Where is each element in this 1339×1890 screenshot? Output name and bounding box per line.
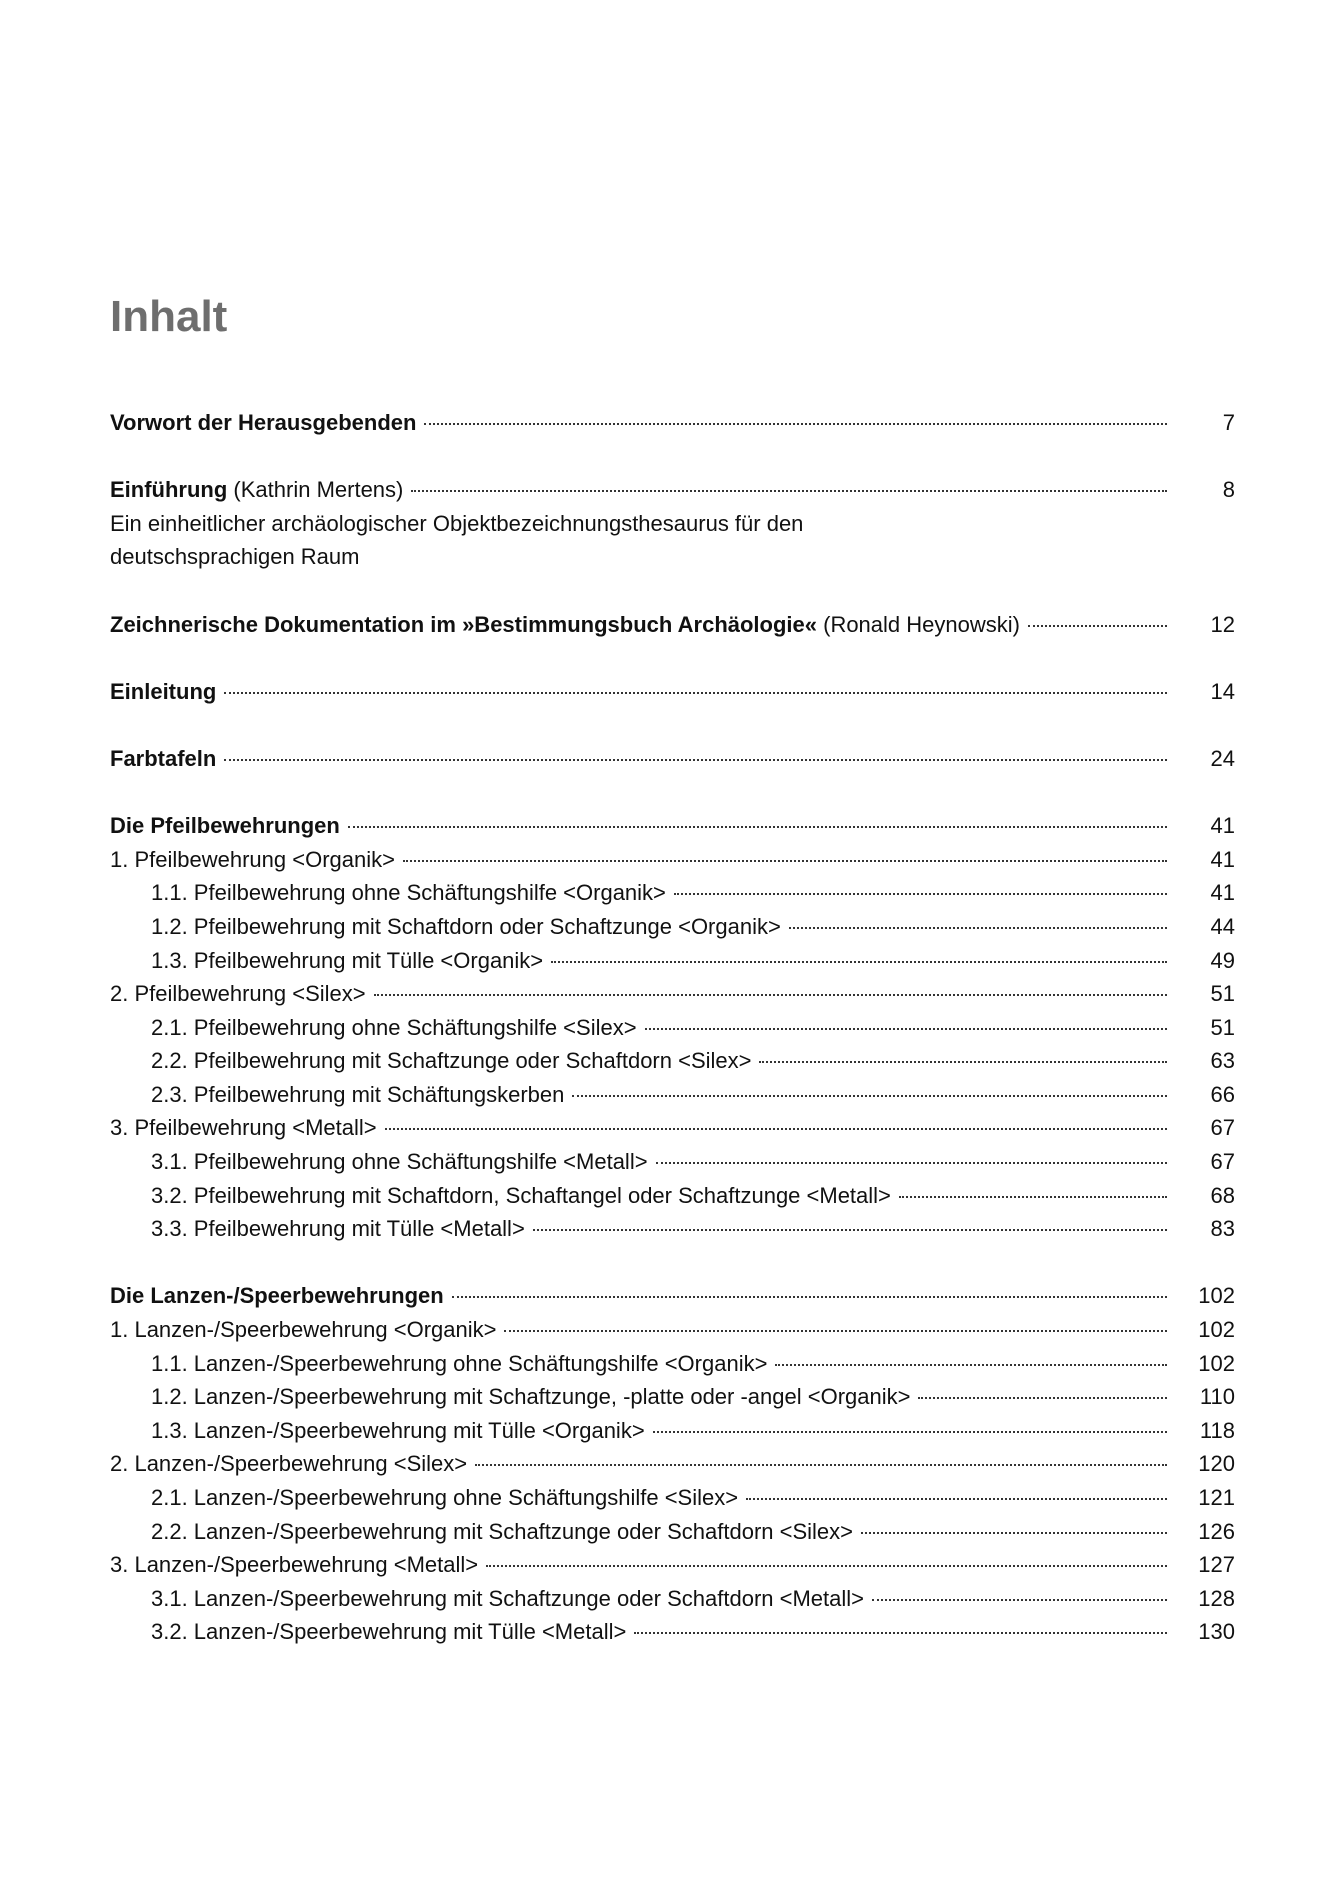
dot-leader (411, 490, 1167, 492)
toc-page-number: 24 (1210, 745, 1235, 771)
toc-entry-title: 3.1. Pfeilbewehrung ohne Schäftungshilfe <Metall> (151, 1149, 648, 1175)
toc-entry-title: 2. Pfeilbewehrung <Silex> (110, 981, 366, 1007)
toc-entry[interactable] (110, 1115, 1235, 1149)
toc-entry-title: Farbtafeln (110, 745, 217, 771)
toc-entry-title: 3.3. Pfeilbewehrung mit Tülle <Metall> (151, 1216, 525, 1242)
dot-leader (348, 826, 1167, 828)
dot-leader (653, 1431, 1167, 1433)
dot-leader (224, 759, 1167, 761)
toc-entry[interactable] (110, 1384, 1235, 1418)
toc-page-number: 118 (1199, 1417, 1235, 1443)
dot-leader (424, 423, 1167, 425)
toc-entry-einleitung[interactable] (110, 679, 1235, 713)
dot-leader (634, 1632, 1167, 1634)
toc-page-number: 83 (1210, 1216, 1235, 1242)
toc-page-number: 68 (1210, 1182, 1235, 1208)
toc-entry-title: 1.1. Lanzen-/Speerbewehrung ohne Schäftungshilfe <Organik> (151, 1350, 768, 1376)
toc-page-number: 126 (1198, 1518, 1235, 1544)
toc-page-number: 51 (1210, 1014, 1235, 1040)
dot-leader (656, 1162, 1167, 1164)
toc-entry-title: 2.2. Lanzen-/Speerbewehrung mit Schaftzunge oder Schaftdorn <Silex> (151, 1518, 854, 1544)
toc-page-number: 44 (1210, 913, 1235, 939)
toc-entry-title: 2.1. Lanzen-/Speerbewehrung ohne Schäftungshilfe <Silex> (151, 1485, 739, 1510)
toc-entry[interactable] (110, 1216, 1235, 1250)
toc-page-number: 102 (1198, 1350, 1235, 1376)
dot-leader (374, 994, 1167, 996)
toc-entry[interactable] (110, 914, 1235, 948)
dot-leader (504, 1330, 1167, 1332)
toc-page-number: 41 (1210, 813, 1235, 839)
toc-entry[interactable] (110, 1048, 1235, 1082)
toc-page-number: 14 (1210, 678, 1235, 704)
toc-entry-title: Vorwort der Herausgebenden (110, 410, 417, 435)
dot-leader (789, 927, 1167, 929)
toc-entry-vorwort[interactable] (110, 410, 1235, 444)
toc-page-number: 63 (1210, 1048, 1235, 1074)
toc-page-number: 120 (1198, 1451, 1235, 1477)
toc-page-number: 8 (1222, 477, 1235, 503)
toc-entry-title: 1.1. Pfeilbewehrung ohne Schäftungshilfe <Organik> (151, 880, 666, 906)
toc-page-number: 7 (1222, 410, 1235, 435)
dot-leader (452, 1296, 1167, 1298)
dot-leader (872, 1599, 1167, 1601)
table-of-contents (110, 410, 1235, 1653)
toc-page-number: 102 (1198, 1283, 1235, 1309)
toc-entry[interactable] (110, 847, 1235, 881)
toc-entry-title: 1.3. Lanzen-/Speerbewehrung mit Tülle <Organik> (151, 1417, 645, 1443)
toc-entry[interactable] (110, 1519, 1235, 1553)
toc-entry-title: 1.3. Pfeilbewehrung mit Tülle <Organik> (151, 947, 544, 973)
toc-entry[interactable] (110, 1015, 1235, 1049)
dot-leader (645, 1028, 1167, 1030)
toc-entry-pfeilbewehrungen[interactable] (110, 813, 1235, 847)
toc-entry[interactable] (110, 948, 1235, 982)
toc-entry[interactable] (110, 1418, 1235, 1452)
dot-leader (403, 860, 1167, 862)
dot-leader (486, 1565, 1167, 1567)
toc-entry[interactable] (110, 1149, 1235, 1183)
toc-page-number: 102 (1198, 1317, 1235, 1343)
dot-leader (1028, 625, 1167, 627)
toc-page-number: 121 (1198, 1485, 1235, 1510)
dot-leader (674, 893, 1167, 895)
toc-entry-title: 2.3. Pfeilbewehrung mit Schäftungskerben (151, 1081, 565, 1107)
toc-entry-title: 1.2. Lanzen-/Speerbewehrung mit Schaftzunge, -platte oder -angel <Organik> (151, 1384, 911, 1410)
toc-entry-title: Die Pfeilbewehrungen (110, 813, 340, 839)
dot-leader (572, 1095, 1167, 1097)
toc-entry-title: Zeichnerische Dokumentation im »Bestimmungsbuch Archäologie« (Ronald Heynowski) (110, 611, 1020, 637)
toc-page-number: 67 (1210, 1115, 1235, 1141)
toc-entry-title: 3. Lanzen-/Speerbewehrung <Metall> (110, 1552, 479, 1578)
dot-leader (759, 1061, 1167, 1063)
dot-leader (385, 1128, 1167, 1130)
toc-page-number: 51 (1210, 981, 1235, 1007)
dot-leader (775, 1364, 1167, 1366)
toc-page-number: 41 (1210, 846, 1235, 872)
toc-page-number: 110 (1199, 1384, 1235, 1410)
toc-page-number: 130 (1198, 1619, 1235, 1645)
toc-entry[interactable] (110, 1183, 1235, 1217)
toc-page-number: 127 (1198, 1552, 1235, 1578)
dot-leader (475, 1464, 1167, 1466)
toc-entry-title: 3.2. Pfeilbewehrung mit Schaftdorn, Schaftangel oder Schaftzunge <Metall> (151, 1182, 891, 1208)
toc-entry-title: 2. Lanzen-/Speerbewehrung <Silex> (110, 1451, 468, 1477)
toc-entry-einfuehrung[interactable] (110, 477, 1235, 511)
toc-entry[interactable] (110, 1351, 1235, 1385)
toc-entry[interactable] (110, 1619, 1235, 1653)
toc-entry[interactable] (110, 880, 1235, 914)
toc-entry-title: 3.2. Lanzen-/Speerbewehrung mit Tülle <Metall> (151, 1619, 627, 1645)
dot-leader (899, 1196, 1167, 1198)
toc-entry-title: 1.2. Pfeilbewehrung mit Schaftdorn oder Schaftzunge <Organik> (151, 913, 781, 939)
toc-entry-title: 2.2. Pfeilbewehrung mit Schaftzunge oder Schaftdorn <Silex> (151, 1048, 752, 1074)
toc-entry-title: Einführung (Kathrin Mertens) (110, 477, 404, 503)
toc-entry[interactable] (110, 981, 1235, 1015)
toc-entry-title: 3.1. Lanzen-/Speerbewehrung mit Schaftzunge oder Schaftdorn <Metall> (151, 1585, 865, 1611)
dot-leader (918, 1397, 1167, 1399)
toc-entry-lanzen-speerbewehrungen[interactable] (110, 1283, 1235, 1317)
toc-entry[interactable] (110, 1586, 1235, 1620)
toc-entry[interactable] (110, 1451, 1235, 1485)
dot-leader (224, 692, 1167, 694)
toc-entry-title: 1. Lanzen-/Speerbewehrung <Organik> (110, 1317, 497, 1343)
toc-page-number: 128 (1198, 1585, 1235, 1611)
toc-entry-title: Einleitung (110, 678, 217, 704)
toc-entry-title: 1. Pfeilbewehrung <Organik> (110, 846, 395, 872)
toc-entry-farbtafeln[interactable] (110, 746, 1235, 780)
toc-entry-title: 2.1. Pfeilbewehrung ohne Schäftungshilfe <Silex> (151, 1014, 637, 1040)
page-title: Inhalt (110, 292, 228, 341)
toc-entry-zeichnerische-dokumentation[interactable] (110, 612, 1235, 646)
toc-entry-subtitle-line: Ein einheitlicher archäologischer Objektbezeichnungsthesaurus für den (110, 510, 804, 536)
dot-leader (861, 1532, 1167, 1534)
toc-entry[interactable] (110, 1082, 1235, 1116)
dot-leader (533, 1229, 1167, 1231)
toc-page-number: 49 (1210, 947, 1235, 973)
dot-leader (551, 961, 1167, 963)
toc-page-number: 12 (1210, 611, 1235, 637)
toc-entry[interactable] (110, 1485, 1235, 1519)
toc-entry-title: 3. Pfeilbewehrung <Metall> (110, 1115, 377, 1141)
dot-leader (746, 1498, 1167, 1500)
toc-page-number: 66 (1210, 1081, 1235, 1107)
toc-page-number: 67 (1210, 1149, 1235, 1175)
toc-entry[interactable] (110, 1552, 1235, 1586)
toc-page-number: 41 (1210, 880, 1235, 906)
toc-entry-subtitle-line: deutschsprachigen Raum (110, 544, 360, 570)
toc-entry[interactable] (110, 1317, 1235, 1351)
toc-entry-title: Die Lanzen-/Speerbewehrungen (110, 1283, 444, 1309)
